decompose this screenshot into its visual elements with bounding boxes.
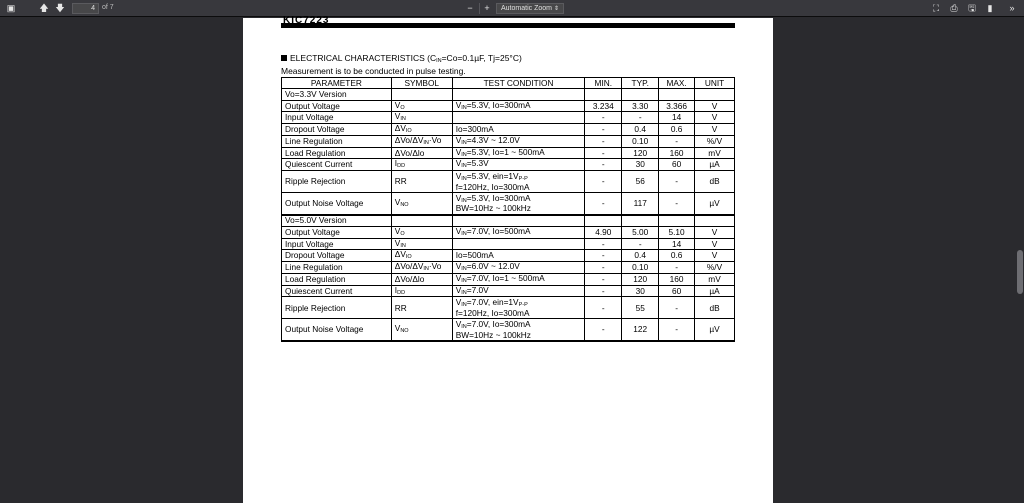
empty-cell [695, 89, 735, 101]
parameter-cell: Output Voltage [282, 226, 392, 238]
max-cell: - [659, 171, 695, 193]
empty-cell [585, 89, 622, 101]
empty-cell [659, 215, 695, 227]
unit-cell: V [695, 226, 735, 238]
column-header: MIN. [585, 78, 622, 89]
min-cell: - [585, 250, 622, 262]
table-row [282, 135, 735, 147]
previous-page-icon[interactable]: 🡅 [39, 3, 49, 13]
parameter-cell: Quiescent Current [282, 285, 392, 297]
condition-cell: $V_{IN}=5.3V$ [452, 159, 585, 171]
max-cell: 60 [659, 159, 695, 171]
presentation-mode-icon[interactable]: ⛶ [932, 3, 940, 13]
symbol-cell: $I_{DD}$ [391, 159, 452, 171]
empty-cell [659, 89, 695, 101]
parameter-cell: Line Regulation [282, 135, 392, 147]
parameter-cell: Load Regulation [282, 147, 392, 159]
parameter-cell: Input Voltage [282, 238, 392, 250]
max-cell: 14 [659, 112, 695, 124]
min-cell: - [585, 112, 622, 124]
max-cell: - [659, 135, 695, 147]
page-number-input[interactable] [72, 3, 99, 14]
chevron-down-icon: ⇕ [553, 6, 559, 12]
max-cell: 5.10 [659, 226, 695, 238]
max-cell: - [659, 319, 695, 341]
square-bullet-icon [281, 55, 287, 61]
min-cell: - [585, 171, 622, 193]
min-cell: - [585, 193, 622, 215]
condition-cell: Io=300mA [452, 124, 585, 136]
zoom-out-button[interactable]: − [467, 3, 473, 13]
max-cell: - [659, 262, 695, 274]
parameter-cell: Output Voltage [282, 100, 392, 112]
symbol-cell: ΔVo/$\Delta V_{IN}\cdot Vo$ [391, 135, 452, 147]
typ-cell: 30 [622, 159, 659, 171]
unit-cell: V [695, 100, 735, 112]
column-header: SYMBOL [391, 78, 452, 89]
measurement-note: Measurement is to be conducted in pulse testing. [281, 66, 466, 76]
typ-cell: 5.00 [622, 226, 659, 238]
unit-cell: V [695, 124, 735, 136]
min-cell: - [585, 273, 622, 285]
typ-cell: 0.10 [622, 135, 659, 147]
max-cell: 0.6 [659, 124, 695, 136]
min-cell: - [585, 297, 622, 319]
table-row [282, 262, 735, 274]
column-header: TYP. [622, 78, 659, 89]
page-count-label: of 7 [102, 4, 114, 11]
unit-cell: µA [695, 285, 735, 297]
symbol-cell: $V_O$ [391, 100, 452, 112]
zoom-in-button[interactable]: + [484, 3, 490, 13]
column-header: MAX. [659, 78, 695, 89]
parameter-cell: Load Regulation [282, 273, 392, 285]
typ-cell: - [622, 238, 659, 250]
max-cell: 160 [659, 273, 695, 285]
table-row [282, 100, 735, 112]
symbol-cell: $\Delta V_{IO}$ [391, 124, 452, 136]
unit-cell: mV [695, 273, 735, 285]
typ-cell: 56 [622, 171, 659, 193]
typ-cell: 120 [622, 147, 659, 159]
symbol-cell: ΔVo/Δlo [391, 273, 452, 285]
min-cell: 3.234 [585, 100, 622, 112]
max-cell: - [659, 297, 695, 319]
section-heading: ELECTRICAL CHARACTERISTICS ($C_{IN}=Co=0.1\mu F$, Tj=25°C) [281, 53, 522, 64]
tools-menu-icon[interactable]: » [1009, 3, 1015, 13]
unit-cell: V [695, 250, 735, 262]
print-icon[interactable]: ⎙ [950, 3, 958, 13]
empty-cell [622, 89, 659, 101]
unit-cell: mV [695, 147, 735, 159]
pdf-page [243, 15, 773, 503]
symbol-cell: ΔVo/Δlo [391, 147, 452, 159]
unit-cell: %/V [695, 135, 735, 147]
title-rule [281, 23, 735, 28]
min-cell: - [585, 238, 622, 250]
typ-cell: 122 [622, 319, 659, 341]
parameter-cell: Input Voltage [282, 112, 392, 124]
condition-cell: $V_{IN}=7.0V$, Io=500mA [452, 226, 585, 238]
column-header: UNIT [695, 78, 735, 89]
table-row [282, 124, 735, 136]
parameter-cell: Output Noise Voltage [282, 319, 392, 341]
unit-cell: %/V [695, 262, 735, 274]
min-cell: - [585, 159, 622, 171]
parameter-cell: Ripple Rejection [282, 171, 392, 193]
table-row [282, 238, 735, 250]
table-row [282, 147, 735, 159]
bookmark-icon[interactable]: ▮ [987, 3, 993, 13]
table-header-row [282, 78, 735, 89]
min-cell: - [585, 124, 622, 136]
sidebar-toggle-icon[interactable]: ▣ [6, 3, 16, 13]
min-cell: 4.90 [585, 226, 622, 238]
empty-cell [585, 215, 622, 227]
table-row [282, 112, 735, 124]
symbol-cell: RR [391, 171, 452, 193]
parameter-cell: Line Regulation [282, 262, 392, 274]
symbol-cell: $\Delta V_{IO}$ [391, 250, 452, 262]
table-row [282, 250, 735, 262]
table-row [282, 159, 735, 171]
condition-cell: $V_{IN}=5.3V$, Io=300mA [452, 100, 585, 112]
unit-cell: µV [695, 319, 735, 341]
empty-cell [391, 215, 452, 227]
unit-cell: V [695, 112, 735, 124]
column-header: TEST CONDITION [452, 78, 585, 89]
symbol-cell: RR [391, 297, 452, 319]
symbol-cell: $V_{NO}$ [391, 319, 452, 341]
condition-cell: $V_{IN}=6.0V$ ~ 12.0V [452, 262, 585, 274]
condition-cell: $V_{IN}=7.0V$, Io=1 ~ 500mA [452, 273, 585, 285]
max-cell: - [659, 193, 695, 215]
symbol-cell: $V_{NO}$ [391, 193, 452, 215]
condition-cell [452, 112, 585, 124]
min-cell: - [585, 262, 622, 274]
column-header: PARAMETER [282, 78, 392, 89]
typ-cell: 55 [622, 297, 659, 319]
parameter-cell: Output Noise Voltage [282, 193, 392, 215]
condition-cell: Io=500mA [452, 250, 585, 262]
table-row [282, 273, 735, 285]
typ-cell: 0.4 [622, 250, 659, 262]
typ-cell: 0.4 [622, 124, 659, 136]
typ-cell: 120 [622, 273, 659, 285]
condition-cell: $V_{IN}=5.3V$, $ein=1V_{P-P}$ f=120Hz, Io=300mA [452, 171, 585, 193]
table-row [282, 171, 735, 193]
parameter-cell: Quiescent Current [282, 159, 392, 171]
min-cell: - [585, 285, 622, 297]
version-row [282, 89, 735, 101]
typ-cell: 117 [622, 193, 659, 215]
table-row [282, 319, 735, 341]
condition-cell: $V_{IN}=5.3V$, Io=300mA BW=10Hz ~ 100kHz [452, 193, 585, 215]
typ-cell: 3.30 [622, 100, 659, 112]
next-page-icon[interactable]: 🡇 [55, 3, 65, 13]
parameter-cell: Dropout Voltage [282, 124, 392, 136]
symbol-cell: $V_{IN}$ [391, 238, 452, 250]
condition-cell: $V_{IN}=7.0V$ [452, 285, 585, 297]
download-icon[interactable]: 🖫 [968, 3, 976, 13]
table-row [282, 193, 735, 215]
table-row [282, 226, 735, 238]
condition-cell: $V_{IN}=7.0V$, Io=300mA BW=10Hz ~ 100kHz [452, 319, 585, 341]
table-row [282, 297, 735, 319]
empty-cell [452, 89, 585, 101]
max-cell: 14 [659, 238, 695, 250]
min-cell: - [585, 319, 622, 341]
min-cell: - [585, 135, 622, 147]
page-title-cut: KIC7223 [283, 15, 330, 23]
version-label: Vo=5.0V Version [282, 215, 392, 227]
typ-cell: - [622, 112, 659, 124]
symbol-cell: $I_{DD}$ [391, 285, 452, 297]
typ-cell: 30 [622, 285, 659, 297]
max-cell: 160 [659, 147, 695, 159]
empty-cell [622, 215, 659, 227]
parameter-cell: Dropout Voltage [282, 250, 392, 262]
symbol-cell: $V_{IN}$ [391, 112, 452, 124]
empty-cell [452, 215, 585, 227]
unit-cell: dB [695, 171, 735, 193]
scrollbar[interactable] [1016, 18, 1024, 503]
version-label: Vo=3.3V Version [282, 89, 392, 101]
table-row [282, 285, 735, 297]
unit-cell: µV [695, 193, 735, 215]
parameter-cell: Ripple Rejection [282, 297, 392, 319]
condition-cell [452, 238, 585, 250]
unit-cell: V [695, 238, 735, 250]
unit-cell: µA [695, 159, 735, 171]
scrollbar-thumb[interactable] [1017, 250, 1023, 294]
min-cell: - [585, 147, 622, 159]
empty-cell [695, 215, 735, 227]
max-cell: 60 [659, 285, 695, 297]
electrical-characteristics-table [281, 77, 735, 342]
symbol-cell: $V_O$ [391, 226, 452, 238]
unit-cell: dB [695, 297, 735, 319]
condition-cell: $V_{IN}=7.0V$, $ein=1V_{P-P}$ f=120Hz, Io=300mA [452, 297, 585, 319]
condition-cell: $V_{IN}=5.3V$, Io=1 ~ 500mA [452, 147, 585, 159]
symbol-cell: ΔVo/$\Delta V_{IN}\cdot Vo$ [391, 262, 452, 274]
zoom-select-value: Automatic Zoom [501, 5, 552, 12]
condition-cell: $V_{IN}=4.3V$ ~ 12.0V [452, 135, 585, 147]
max-cell: 3.366 [659, 100, 695, 112]
version-row [282, 215, 735, 227]
max-cell: 0.6 [659, 250, 695, 262]
pdf-toolbar [0, 0, 1024, 17]
zoom-select[interactable] [496, 3, 564, 14]
empty-cell [391, 89, 452, 101]
typ-cell: 0.10 [622, 262, 659, 274]
